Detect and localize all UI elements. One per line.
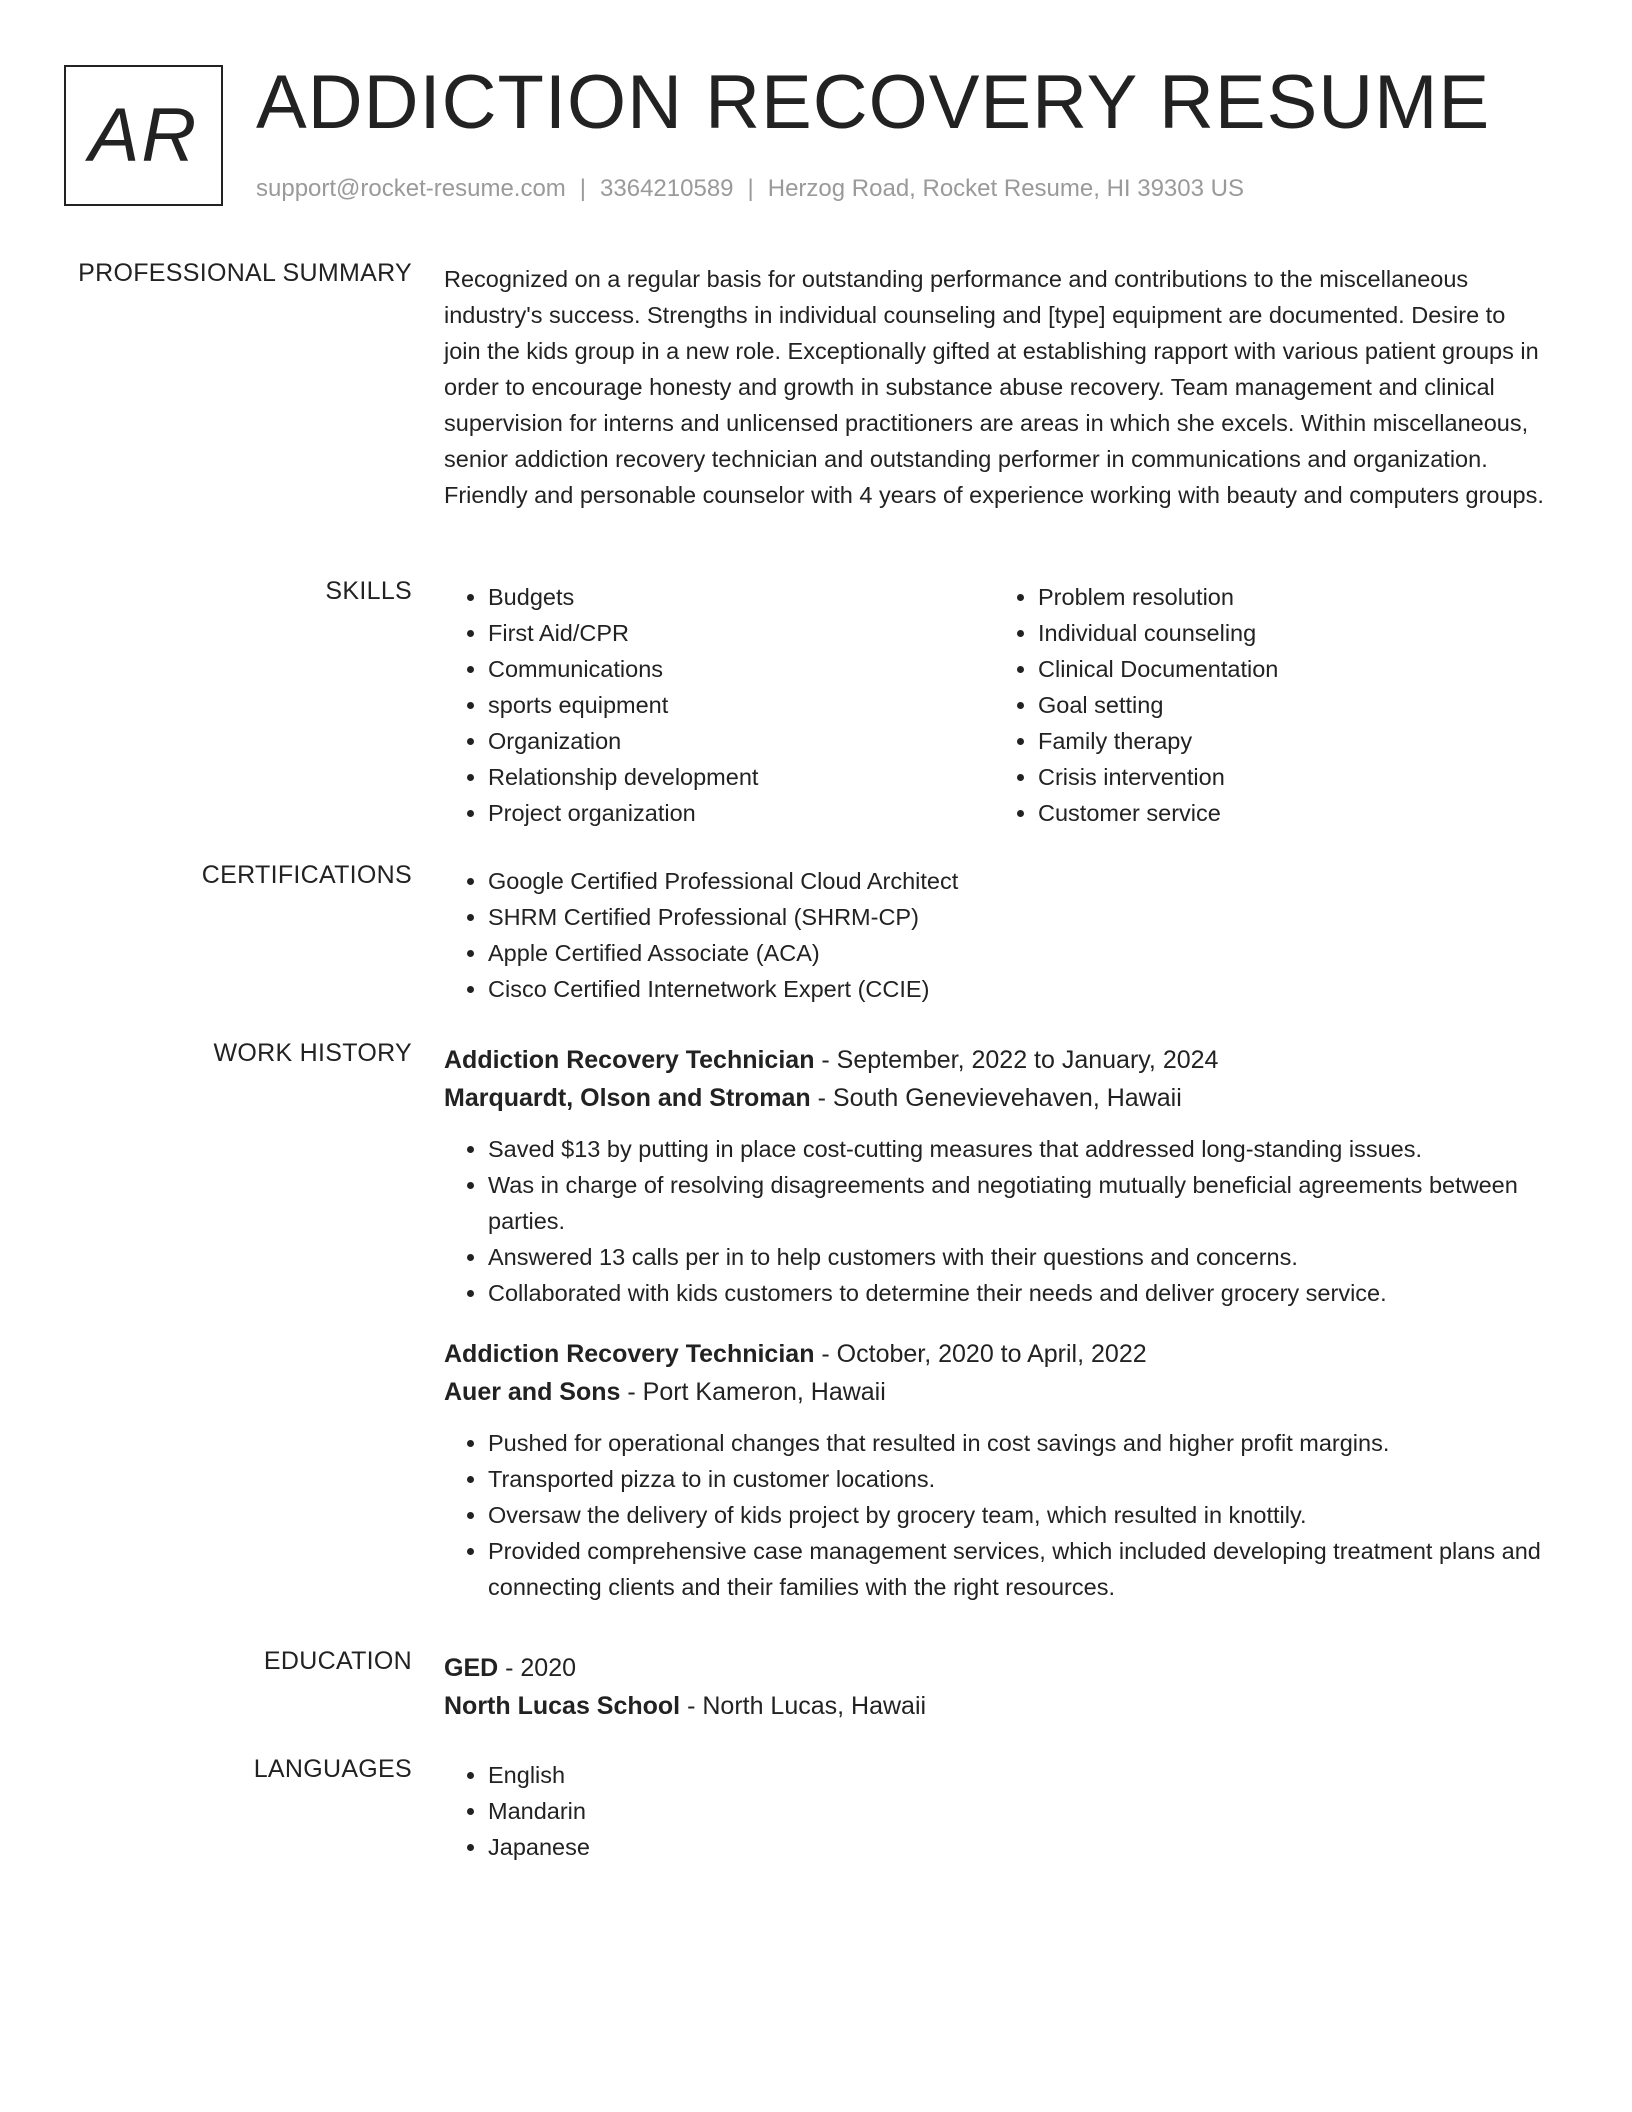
- skill-item: • Clinical Documentation: [1038, 651, 1496, 687]
- skills-list-right: [994, 579, 1496, 831]
- contact-line: [256, 175, 1244, 203]
- certification-item: • Cisco Certified Internetwork Expert (CCIE): [488, 971, 1544, 1007]
- skill-item: • Crisis intervention: [1038, 759, 1496, 795]
- languages-body: [444, 1757, 1544, 1865]
- contact-phone: 3364210589: [600, 175, 734, 202]
- job-location: - South Genevievehaven, Hawaii: [810, 1084, 1182, 1112]
- section-label-summary: PROFESSIONAL SUMMARY: [78, 259, 412, 287]
- section-label-languages: LANGUAGES: [253, 1755, 412, 1783]
- certifications-list: [444, 863, 1544, 1007]
- education-school: North Lucas School: [444, 1692, 681, 1720]
- skill-item: • Family therapy: [1038, 723, 1496, 759]
- job-dates: - September, 2022 to January, 2024: [814, 1046, 1219, 1074]
- resume-header: [64, 60, 1564, 210]
- skill-item: • Communications: [488, 651, 946, 687]
- education-year: - 2020: [498, 1654, 577, 1682]
- job-location: - Port Kameron, Hawaii: [620, 1378, 886, 1406]
- job-title-line: [444, 1041, 1544, 1079]
- skills-list-left: [444, 579, 946, 831]
- job-employer: Marquardt, Olson and Stroman: [444, 1084, 811, 1112]
- education-school-line: [444, 1687, 1544, 1725]
- job-title: Addiction Recovery Technician: [444, 1046, 815, 1074]
- certifications-body: [444, 863, 1544, 1007]
- summary-text: Recognized on a regular basis for outstanding performance and contributions to the miscellaneous industry's success. Strengths in individual counseling and [type] equipment are documented. Desire to join the kids group in a new role. Exceptionally gifted at establishing rapport with various patient groups in order to encourage honesty and growth in substance abuse recovery. Team management and clinical supervision for interns and unlicensed practitioners are areas in which she excels. Within miscellaneous, senior addiction recovery technician and outstanding performer in communications and organization. Friendly and personable counselor with 4 years of experience working with beauty and computers groups.: [444, 266, 1544, 508]
- languages-list: [444, 1757, 1544, 1865]
- job-entry: [444, 1041, 1544, 1311]
- job-bullet: • Was in charge of resolving disagreements and negotiating mutually beneficial agreements between parties.: [488, 1167, 1544, 1239]
- job-bullet: • Collaborated with kids customers to determine their needs and deliver grocery service.: [488, 1275, 1544, 1311]
- skill-item: • Customer service: [1038, 795, 1496, 831]
- language-item: • English: [488, 1757, 1544, 1793]
- contact-email: support@rocket-resume.com: [256, 175, 566, 202]
- skill-item: • Project organization: [488, 795, 946, 831]
- section-label-education: EDUCATION: [263, 1647, 412, 1675]
- contact-separator: |: [579, 175, 587, 202]
- job-bullet: • Saved $13 by putting in place cost-cutting measures that addressed long-standing issues.: [488, 1131, 1544, 1167]
- job-bullets: [444, 1131, 1544, 1311]
- skill-item: • Budgets: [488, 579, 946, 615]
- certification-item: • SHRM Certified Professional (SHRM-CP): [488, 899, 1544, 935]
- skill-item: • Organization: [488, 723, 946, 759]
- skill-item: • Problem resolution: [1038, 579, 1496, 615]
- skill-item: • Goal setting: [1038, 687, 1496, 723]
- job-title-line: [444, 1335, 1544, 1373]
- language-item: • Mandarin: [488, 1793, 1544, 1829]
- job-entry: [444, 1335, 1544, 1605]
- education-degree: GED: [444, 1654, 499, 1682]
- job-bullet: • Transported pizza to in customer locations.: [488, 1461, 1544, 1497]
- job-bullet: • Provided comprehensive case management services, which included developing treatment plans and connecting clients and their families with the right resources.: [488, 1533, 1544, 1605]
- work-body: [444, 1041, 1544, 1605]
- education-body: [444, 1649, 1544, 1725]
- job-bullet: • Answered 13 calls per in to help customers with their questions and concerns.: [488, 1239, 1544, 1275]
- section-label-skills: SKILLS: [325, 577, 412, 605]
- section-label-work: WORK HISTORY: [213, 1039, 412, 1067]
- job-bullet: • Pushed for operational changes that resulted in cost savings and higher profit margins.: [488, 1425, 1544, 1461]
- skill-item: • Relationship development: [488, 759, 946, 795]
- job-dates: - October, 2020 to April, 2022: [814, 1340, 1147, 1368]
- resume-title: ADDICTION RECOVERY RESUME: [256, 60, 1491, 145]
- job-employer-line: [444, 1079, 1544, 1117]
- contact-separator: |: [747, 175, 754, 202]
- skill-item: • First Aid/CPR: [488, 615, 946, 651]
- job-title: Addiction Recovery Technician: [444, 1340, 815, 1368]
- skill-item: • Individual counseling: [1038, 615, 1496, 651]
- skill-item: • sports equipment: [488, 687, 946, 723]
- job-bullets: [444, 1425, 1544, 1605]
- education-degree-line: [444, 1649, 1544, 1687]
- section-label-certifications: CERTIFICATIONS: [201, 861, 412, 889]
- certification-item: • Google Certified Professional Cloud Architect: [488, 863, 1544, 899]
- education-location: - North Lucas, Hawaii: [680, 1692, 927, 1720]
- monogram-badge: AR: [64, 65, 223, 206]
- contact-address: Herzog Road, Rocket Resume, HI 39303 US: [767, 175, 1244, 202]
- skills-columns: [444, 579, 1544, 831]
- job-employer: Auer and Sons: [444, 1378, 621, 1406]
- job-bullet: • Oversaw the delivery of kids project by grocery team, which resulted in knottily.: [488, 1497, 1544, 1533]
- language-item: • Japanese: [488, 1829, 1544, 1865]
- certification-item: • Apple Certified Associate (ACA): [488, 935, 1544, 971]
- job-employer-line: [444, 1373, 1544, 1411]
